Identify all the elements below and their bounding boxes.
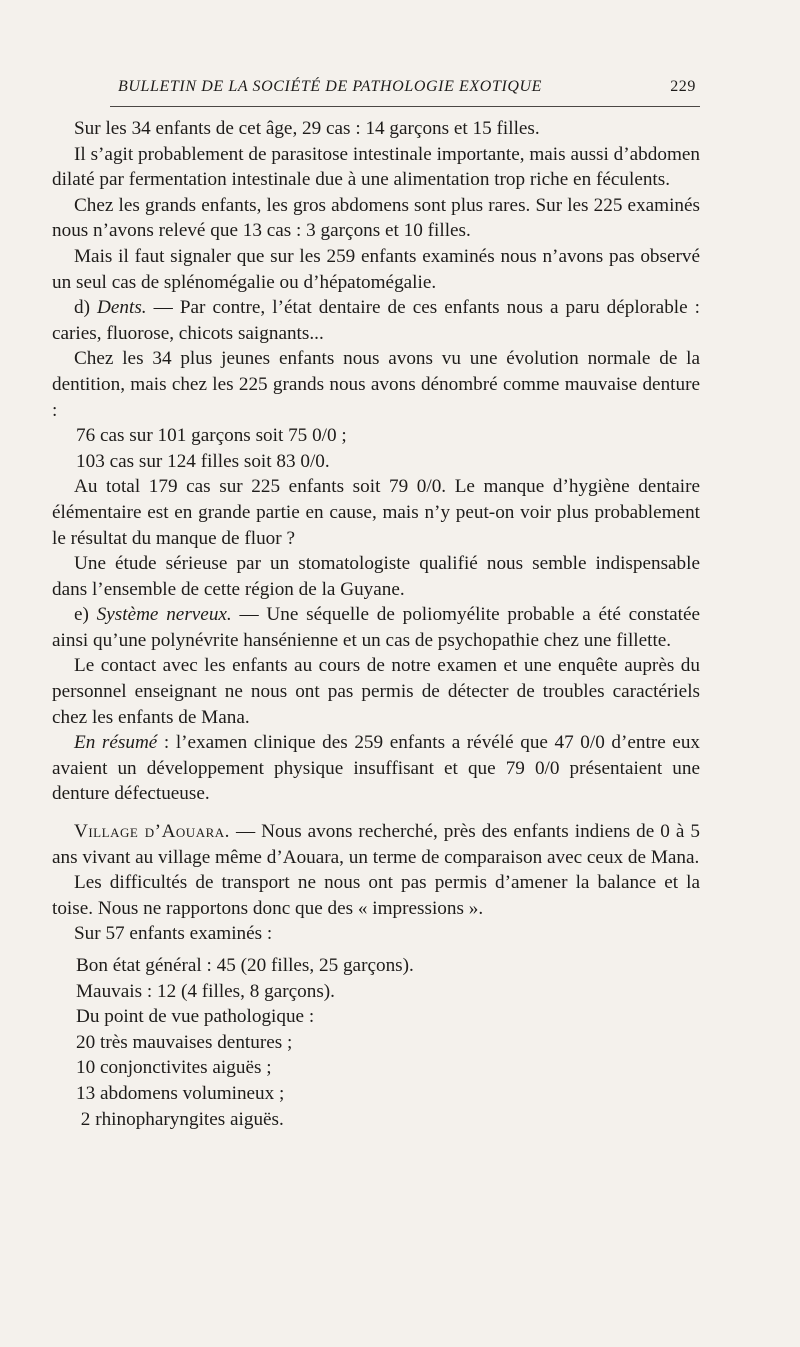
section-label: e)	[74, 604, 97, 626]
body-text	[52, 116, 700, 1132]
paragraph-text: — Par contre, l’état dentaire de ces enfants nous a paru déplorable : caries, fluorose, chicots saignants...	[52, 297, 701, 344]
paragraph-nerveux	[52, 602, 700, 653]
village-heading: Village d’Aouara.	[74, 821, 230, 843]
paragraph: Mais il faut signaler que sur les 259 enfants examinés nous n’avons pas observé un seul cas de splénomégalie ou d’hépatomégalie.	[52, 245, 700, 293]
running-header	[110, 72, 700, 98]
header-rule	[110, 106, 700, 107]
list-item: 20 très mauvaises dentures ;	[76, 1031, 293, 1053]
paragraph: Sur les 34 enfants de cet âge, 29 cas : 14 garçons et 15 filles.	[74, 118, 540, 139]
paragraph: Chez les 34 plus jeunes enfants nous avons vu une évolution normale de la dentition, mais chez les 225 grands nous avons dénombré comme mauvaise denture :	[52, 348, 700, 421]
paragraph-text: : l’examen clinique des 259 enfants a révélé que 47 0/0 d’entre eux avaient un développement physique insuffisant et que 79 0/0 présentaient une denture défectueuse.	[52, 732, 701, 805]
list-item: 13 abdomens volumineux ;	[76, 1082, 285, 1104]
list-item: Du point de vue pathologique :	[76, 1006, 315, 1028]
page-number: 229	[670, 78, 696, 95]
paragraph-dents	[52, 295, 700, 346]
spacer	[52, 807, 700, 819]
paragraph-text: — Une séquelle de poliomyélite probable a été constatée ainsi qu’une polynévrite hansénienne et un cas de psychopathie chez une fillette.	[52, 604, 700, 651]
summary-list	[52, 953, 700, 1132]
list-item: Bon état général : 45 (20 filles, 25 garçons).	[76, 955, 414, 976]
section-title-nerveux: Système nerveux.	[96, 604, 232, 626]
section-label: d)	[74, 297, 98, 319]
list-item: 2 rhinopharyngites aiguës.	[76, 1108, 284, 1130]
paragraph: Au total 179 cas sur 225 enfants soit 79 0/0. Le manque d’hygiène dentaire élémentaire est en grande partie en cause, mais n’y peut-on voir plus probablement le résultat du manque de fluor ?	[52, 476, 700, 549]
paragraph: Sur 57 enfants examinés :	[74, 923, 273, 945]
journal-title: BULLETIN DE LA SOCIÉTÉ DE PATHOLOGIE EXOTIQUE	[118, 78, 543, 95]
list-item: 103 cas sur 124 filles soit 83 0/0.	[76, 450, 330, 472]
list-item: 10 conjonctivites aiguës ;	[76, 1057, 272, 1079]
paragraph-resume	[52, 730, 700, 807]
paragraph: Il s’agit probablement de parasitose intestinale importante, mais aussi d’abdomen dilaté par fermentation intestinale due à une alimentation trop riche en féculents.	[52, 143, 700, 191]
section-title-dents: Dents.	[97, 297, 147, 319]
paragraph: Chez les grands enfants, les gros abdomens sont plus rares. Sur les 225 examinés nous n’avons relevé que 13 cas : 3 garçons et 10 filles.	[52, 194, 700, 242]
list-item: 76 cas sur 101 garçons soit 75 0/0 ;	[76, 425, 347, 447]
list-item: Mauvais : 12 (4 filles, 8 garçons).	[76, 980, 335, 1002]
paragraph: Une étude sérieuse par un stomatologiste qualifié nous semble indispensable dans l’ensemble de cette région de la Guyane.	[52, 553, 700, 600]
paragraph: Les difficultés de transport ne nous ont pas permis d’amener la balance et la toise. Nous ne rapportons donc que des « impressions ».	[52, 872, 700, 919]
paragraph: Le contact avec les enfants au cours de notre examen et une enquête auprès du personnel enseignant ne nous ont pas permis de détecter de troubles caractériels chez les enfants de Mana.	[52, 655, 700, 728]
paragraph-text: — Nous avons recherché, près des enfants indiens de 0 à 5 ans vivant au village même d’Aouara, un terme de comparaison avec ceux de Mana.	[52, 821, 700, 868]
resume-lead: En résumé	[74, 732, 158, 754]
teeth-list	[52, 423, 700, 474]
paragraph-aouara	[52, 819, 700, 870]
